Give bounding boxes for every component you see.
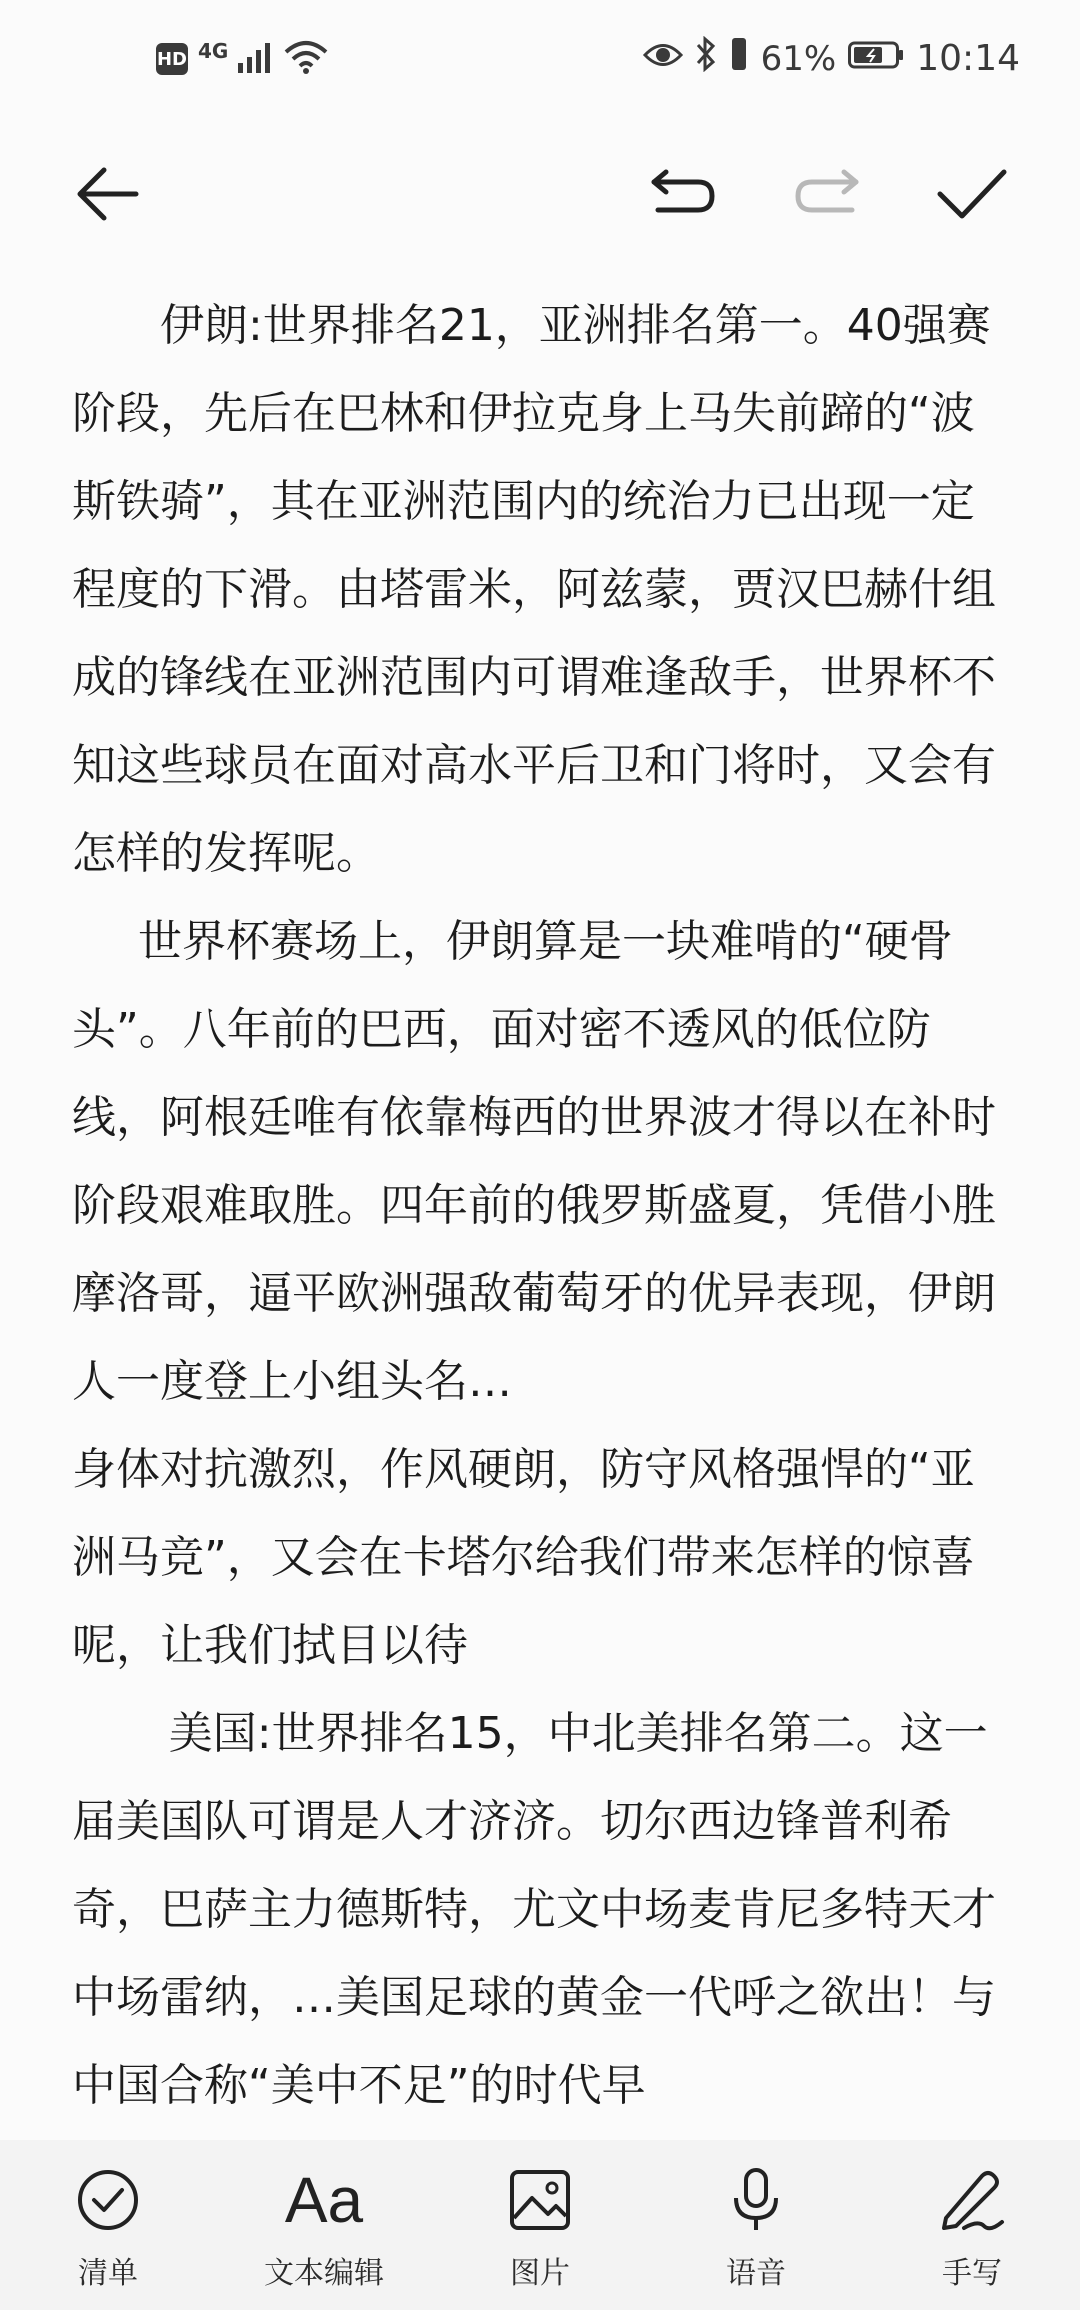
note-paragraph[interactable]: 世界杯赛场上，伊朗算是一块难啃的“硬骨头”。八年前的巴西，面对密不透风的低位防线，阿根廷唯有依靠梅西的世界波才得以在补时阶段艰难取胜。四年前的俄罗斯盛夏，凭借小胜摩洛哥，逼平欧洲强敌葡萄牙的优异表现，伊朗人一度登上小组头名… — [72, 916, 996, 1407]
eye-comfort-icon — [643, 38, 683, 79]
done-button[interactable] — [932, 156, 1012, 236]
handwriting-label: 手写 — [942, 2256, 1002, 2291]
handwriting-button[interactable] — [882, 2160, 1062, 2300]
note-paragraph[interactable]: 美国:世界排名15，中北美排名第二。这一届美国队可谓是人才济济。切尔西边锋普利希奇，巴萨主力德斯特，尤文中场麦肯尼多特天才中场雷纳，…美国足球的黄金一代呼之欲出！与中国合称“美中不足”的时代早 — [72, 1708, 996, 2111]
bottom-insert-bar — [0, 2140, 1080, 2310]
checklist-circle-icon — [68, 2160, 148, 2240]
clock: 10:14 — [916, 38, 1020, 79]
pen-icon — [932, 2160, 1012, 2240]
vibrate-icon — [729, 36, 749, 81]
battery-icon — [848, 38, 904, 79]
image-button[interactable] — [450, 2160, 630, 2300]
text-format-label: 文本编辑 — [264, 2256, 384, 2291]
checklist-button[interactable] — [18, 2160, 198, 2300]
image-label: 图片 — [510, 2256, 570, 2291]
checklist-label: 清单 — [78, 2256, 138, 2291]
redo-button[interactable] — [786, 156, 866, 236]
text-format-button[interactable] — [234, 2160, 414, 2300]
hd-badge: HD — [156, 43, 188, 75]
signal-icon — [238, 41, 274, 77]
text-format-icon: Aa — [284, 2164, 364, 2236]
note-toolbar — [0, 126, 1080, 256]
image-icon — [500, 2160, 580, 2240]
note-paragraph[interactable]: 身体对抗激烈，作风硬朗，防守风格强悍的“亚洲马竞”，又会在卡塔尔给我们带来怎样的惊喜呢，让我们拭目以待 — [72, 1444, 975, 1671]
undo-icon — [650, 168, 718, 224]
bluetooth-icon — [695, 36, 717, 81]
network-type: 4G — [198, 39, 229, 63]
battery-percent: 61% — [760, 38, 837, 79]
status-left — [156, 40, 328, 78]
checkmark-icon — [936, 166, 1008, 226]
voice-button[interactable] — [666, 2160, 846, 2300]
status-right — [643, 36, 1020, 81]
note-paragraph[interactable]: 伊朗:世界排名21，亚洲排名第一。40强赛阶段，先后在巴林和伊拉克身上马失前蹄的“波斯铁骑”，其在亚洲范围内的统治力已出现一定程度的下滑。由塔雷米，阿兹蒙，贾汉巴赫什组成的锋线在亚洲范围内可谓难逢敌手，世界杯不知这些球员在面对高水平后卫和门将时，又会有怎样的发挥呢。 — [72, 300, 996, 879]
undo-button[interactable] — [644, 156, 724, 236]
voice-label: 语音 — [726, 2256, 786, 2291]
arrow-left-icon — [76, 162, 140, 230]
status-bar — [0, 0, 1080, 126]
note-body[interactable] — [72, 282, 1012, 2130]
redo-icon — [792, 168, 860, 224]
wifi-icon — [284, 40, 328, 78]
microphone-icon — [716, 2160, 796, 2240]
back-button[interactable] — [68, 156, 148, 236]
